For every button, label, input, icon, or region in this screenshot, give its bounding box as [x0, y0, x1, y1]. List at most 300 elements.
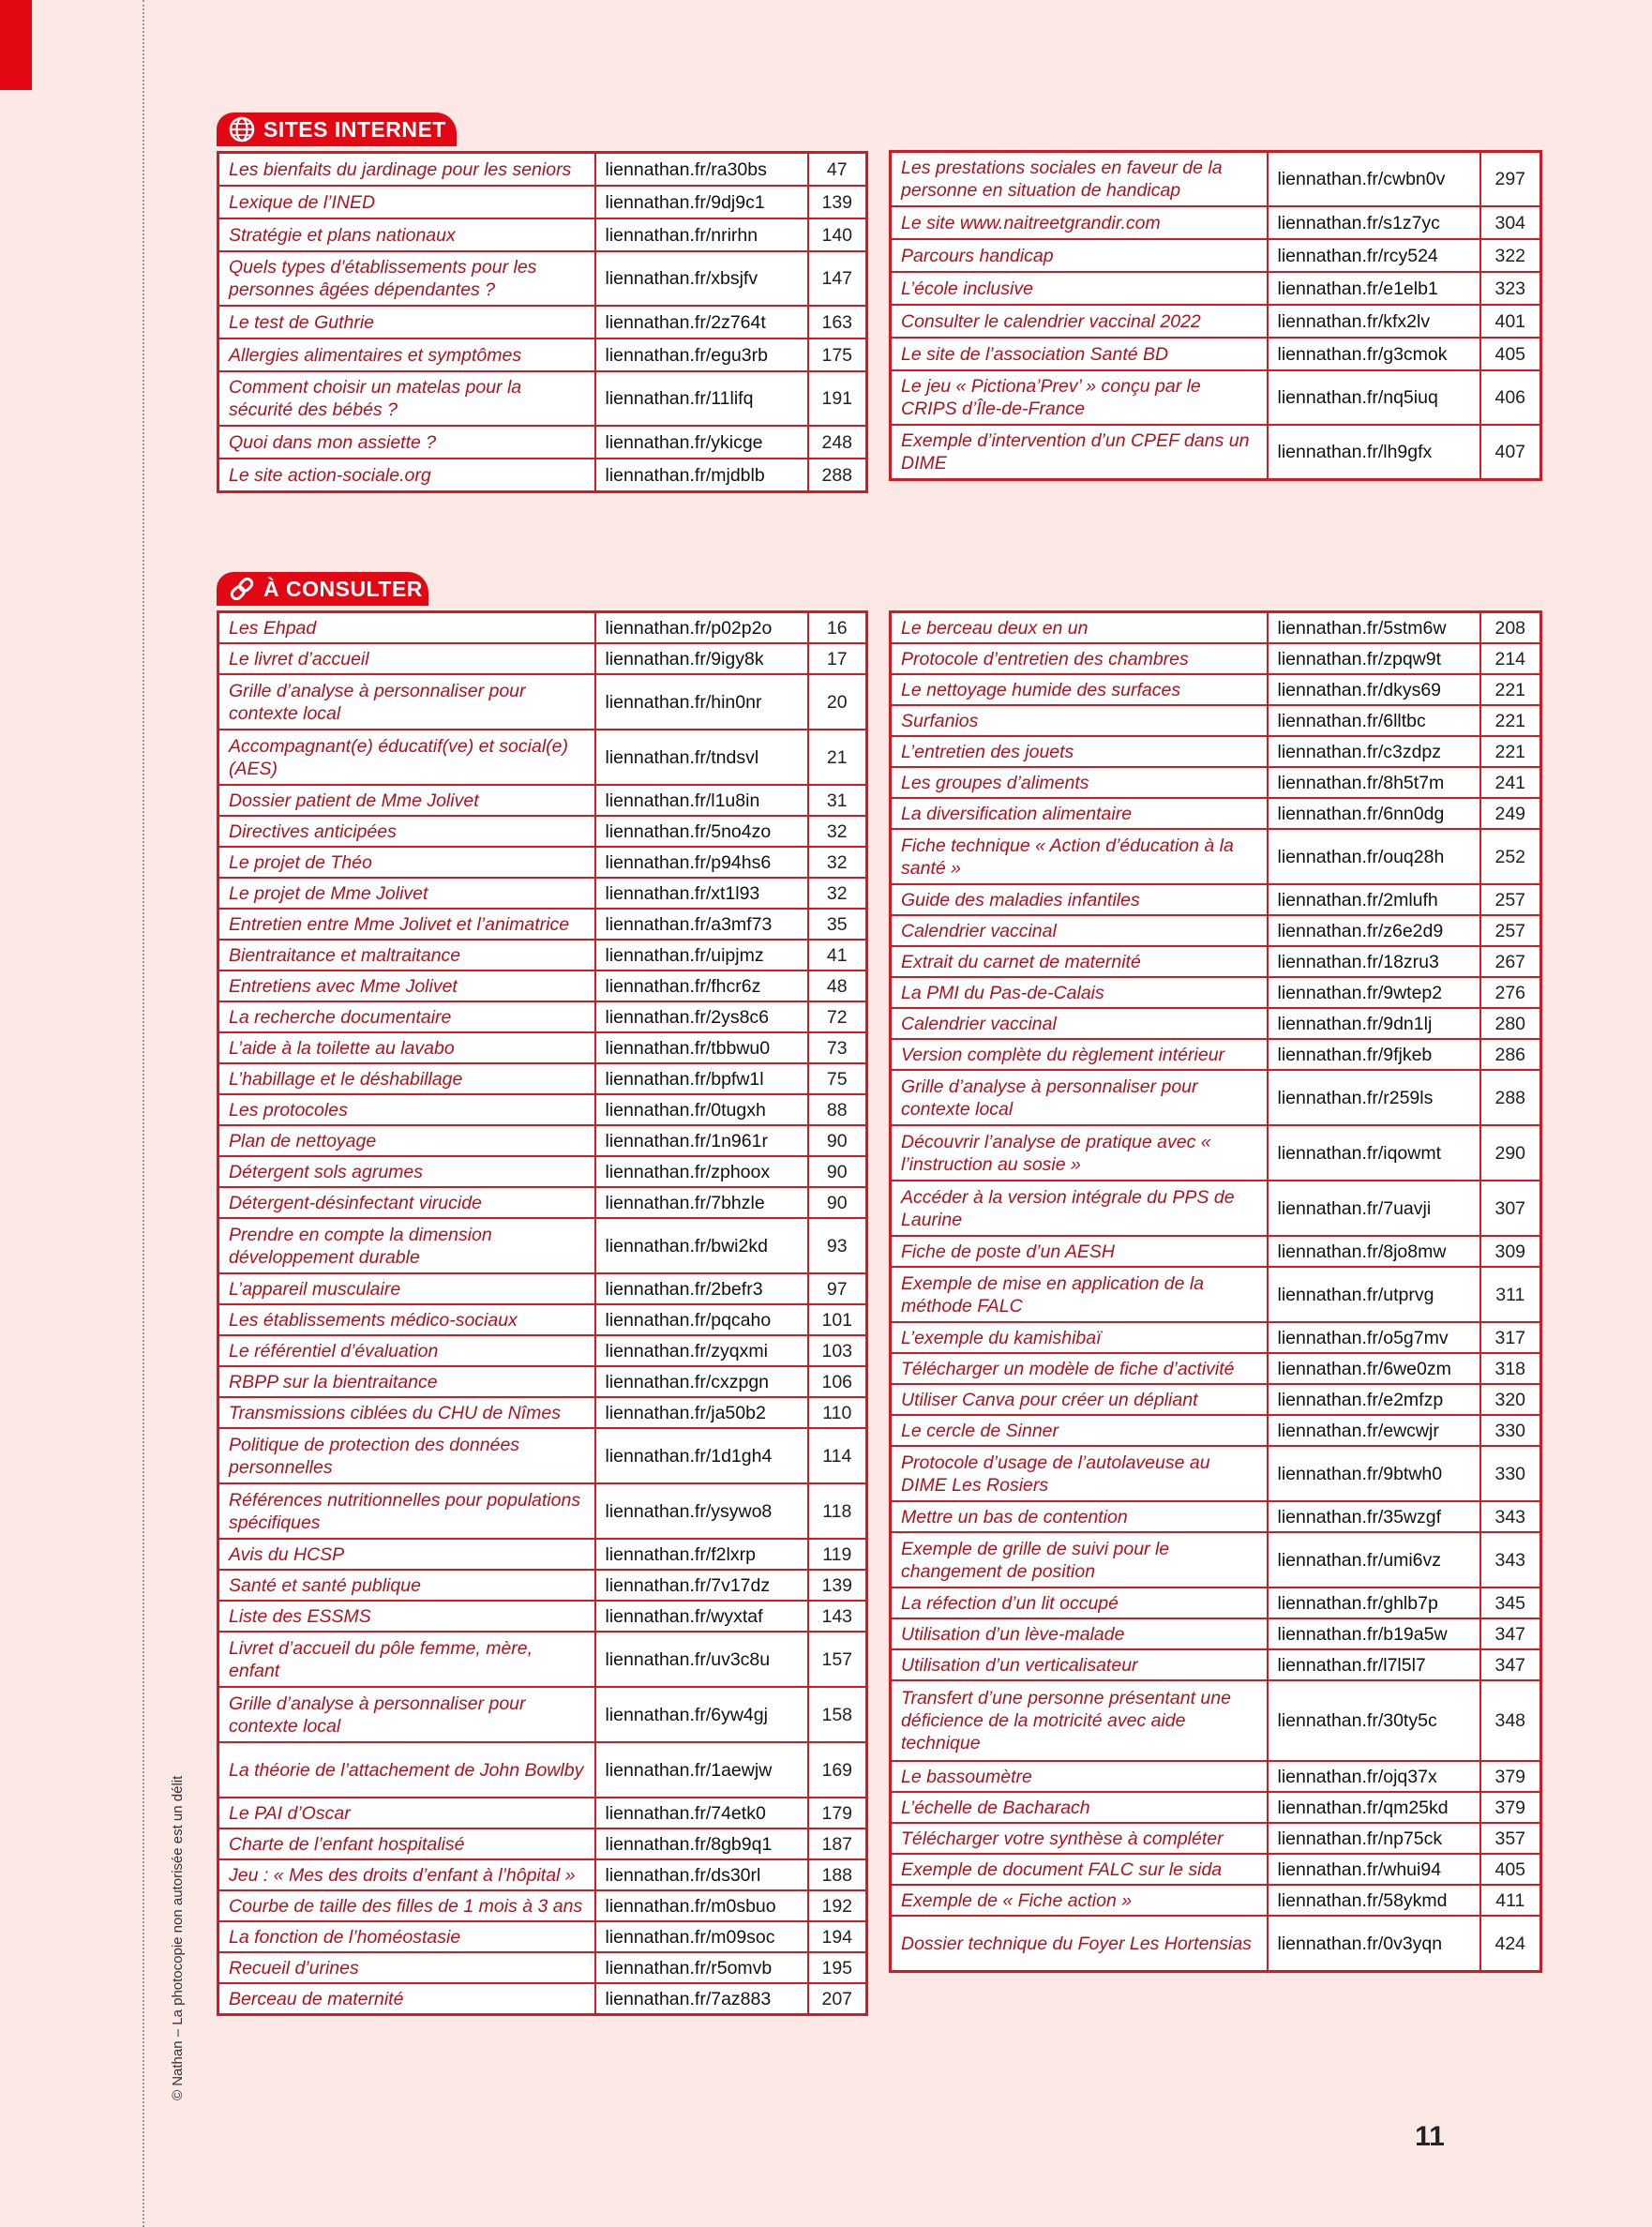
link-url[interactable]: liennathan.fr/pqcaho	[595, 1304, 808, 1335]
link-title: Grille d’analyse à personnaliser pour contexte local	[218, 674, 595, 730]
section-title: SITES INTERNET	[263, 116, 446, 142]
table-row	[218, 847, 867, 878]
link-title: Courbe de taille des filles de 1 mois à 3 ans	[218, 1890, 595, 1921]
table-row	[891, 736, 1541, 767]
link-title: Les prestations sociales en faveur de la personne en situation de handicap	[891, 152, 1268, 207]
page-ref: 179	[808, 1798, 867, 1828]
page-ref: 192	[808, 1890, 867, 1921]
link-url[interactable]: liennathan.fr/m09soc	[595, 1921, 808, 1952]
table-row	[218, 1218, 867, 1273]
page-ref: 93	[808, 1218, 867, 1273]
table-row	[891, 977, 1541, 1008]
link-title: Exemple de mise en application de la méthode FALC	[891, 1267, 1268, 1322]
table-row	[891, 1761, 1541, 1792]
table-row	[218, 878, 867, 909]
link-title: Le livret d’accueil	[218, 643, 595, 674]
link-url[interactable]: liennathan.fr/nq5iuq	[1268, 370, 1480, 425]
page-ref: 114	[808, 1428, 867, 1483]
link-url[interactable]: liennathan.fr/b19a5w	[1268, 1618, 1480, 1649]
page-ref: 47	[808, 153, 867, 187]
link-url[interactable]: liennathan.fr/zpqw9t	[1268, 643, 1480, 674]
link-title: Le test de Guthrie	[218, 306, 595, 339]
link-url[interactable]: liennathan.fr/iqowmt	[1268, 1125, 1480, 1181]
link-url[interactable]: liennathan.fr/30ty5c	[1268, 1680, 1480, 1761]
link-url[interactable]: liennathan.fr/p02p2o	[595, 612, 808, 644]
page-ref: 286	[1480, 1039, 1541, 1070]
page-ref: 32	[808, 847, 867, 878]
link-url[interactable]: liennathan.fr/xt1l93	[595, 878, 808, 909]
link-url[interactable]: liennathan.fr/a3mf73	[595, 909, 808, 940]
link-title: L’aide à la toilette au lavabo	[218, 1032, 595, 1063]
link-url[interactable]: liennathan.fr/9btwh0	[1268, 1446, 1480, 1501]
link-title: Charte de l’enfant hospitalisé	[218, 1828, 595, 1859]
margin-dotted-line	[143, 0, 144, 2227]
link-title: La théorie de l’attachement de John Bowlby	[218, 1742, 595, 1798]
link-title: La réfection d’un lit occupé	[891, 1587, 1268, 1618]
table-row	[218, 1187, 867, 1218]
page-ref: 357	[1480, 1823, 1541, 1854]
link-url[interactable]: liennathan.fr/g3cmok	[1268, 338, 1480, 370]
link-url[interactable]: liennathan.fr/8h5t7m	[1268, 767, 1480, 798]
link-url[interactable]: liennathan.fr/11lifq	[595, 371, 808, 426]
table-row	[218, 1983, 867, 2015]
page-ref: 118	[808, 1483, 867, 1539]
table-row	[218, 339, 867, 371]
page-ref: 41	[808, 940, 867, 971]
page-ref: 73	[808, 1032, 867, 1063]
link-title: Références nutritionnelles pour populations spécifiques	[218, 1483, 595, 1539]
link-url[interactable]: liennathan.fr/8jo8mw	[1268, 1236, 1480, 1267]
page-ref: 330	[1480, 1446, 1541, 1501]
page-ref: 311	[1480, 1267, 1541, 1322]
table-row	[218, 251, 867, 306]
table-row	[218, 1828, 867, 1859]
link-title: Télécharger un modèle de fiche d’activité	[891, 1353, 1268, 1384]
link-title: Dossier patient de Mme Jolivet	[218, 785, 595, 816]
table-row	[218, 1156, 867, 1187]
link-title: Prendre en compte la dimension développement durable	[218, 1218, 595, 1273]
link-url[interactable]: liennathan.fr/lh9gfx	[1268, 425, 1480, 480]
link-url[interactable]: liennathan.fr/1aewjw	[595, 1742, 808, 1798]
link-title: Les protocoles	[218, 1094, 595, 1125]
link-url[interactable]: liennathan.fr/9wtep2	[1268, 977, 1480, 1008]
link-title: Calendrier vaccinal	[891, 1008, 1268, 1039]
table-row	[218, 1742, 867, 1798]
page-ref: 207	[808, 1983, 867, 2015]
link-title: Comment choisir un matelas pour la sécurité des bébés ?	[218, 371, 595, 426]
page-ref: 147	[808, 251, 867, 306]
link-url[interactable]: liennathan.fr/utprvg	[1268, 1267, 1480, 1322]
link-title: Détergent sols agrumes	[218, 1156, 595, 1187]
page-ref: 304	[1480, 206, 1541, 239]
page-ref: 290	[1480, 1125, 1541, 1181]
page-ref: 139	[808, 186, 867, 218]
link-url[interactable]: liennathan.fr/l1u8in	[595, 785, 808, 816]
link-url[interactable]: liennathan.fr/np75ck	[1268, 1823, 1480, 1854]
link-url[interactable]: liennathan.fr/bpfw1l	[595, 1063, 808, 1094]
table-row	[218, 1335, 867, 1366]
link-title: Le site de l’association Santé BD	[891, 338, 1268, 370]
link-title: Le nettoyage humide des surfaces	[891, 674, 1268, 705]
link-title: Protocole d’entretien des chambres	[891, 643, 1268, 674]
page-ref: 175	[808, 339, 867, 371]
link-url[interactable]: liennathan.fr/ja50b2	[595, 1397, 808, 1428]
section-title: À CONSULTER	[263, 576, 423, 601]
link-title: Stratégie et plans nationaux	[218, 218, 595, 251]
link-title: Accompagnant(e) éducatif(ve) et social(e) (AES)	[218, 730, 595, 785]
page-ref: 143	[808, 1601, 867, 1632]
link-title: Consulter le calendrier vaccinal 2022	[891, 305, 1268, 338]
table-row	[891, 946, 1541, 977]
link-url[interactable]: liennathan.fr/74etk0	[595, 1798, 808, 1828]
page-ref: 103	[808, 1335, 867, 1366]
link-url[interactable]: liennathan.fr/ds30rl	[595, 1859, 808, 1890]
link-url[interactable]: liennathan.fr/8gb9q1	[595, 1828, 808, 1859]
page-ref: 309	[1480, 1236, 1541, 1267]
page-ref: 348	[1480, 1680, 1541, 1761]
link-url[interactable]: liennathan.fr/xbsjfv	[595, 251, 808, 306]
link-title: Politique de protection des données personnelles	[218, 1428, 595, 1483]
link-url[interactable]: liennathan.fr/5no4zo	[595, 816, 808, 847]
link-url[interactable]: liennathan.fr/r5omvb	[595, 1952, 808, 1983]
link-url[interactable]: liennathan.fr/c3zdpz	[1268, 736, 1480, 767]
page-ref: 188	[808, 1859, 867, 1890]
link-title: Exemple de document FALC sur le sida	[891, 1854, 1268, 1885]
table-row	[891, 239, 1541, 272]
link-url[interactable]: liennathan.fr/cxzpgn	[595, 1366, 808, 1397]
link-url[interactable]: liennathan.fr/6nn0dg	[1268, 798, 1480, 829]
link-url[interactable]: liennathan.fr/qm25kd	[1268, 1792, 1480, 1823]
copyright-notice: © Nathan – La photocopie non autorisée est un délit	[170, 1775, 186, 2100]
link-url[interactable]: liennathan.fr/2befr3	[595, 1273, 808, 1304]
link-url[interactable]: liennathan.fr/nrirhn	[595, 218, 808, 251]
link-url[interactable]: liennathan.fr/9fjkeb	[1268, 1039, 1480, 1070]
consult-table-right	[889, 610, 1542, 1973]
table-row	[218, 1001, 867, 1032]
page-ref: 119	[808, 1539, 867, 1570]
link-url[interactable]: liennathan.fr/l7l5l7	[1268, 1649, 1480, 1680]
link-title: Bientraitance et maltraitance	[218, 940, 595, 971]
link-url[interactable]: liennathan.fr/e2mfzp	[1268, 1384, 1480, 1415]
table-row	[218, 371, 867, 426]
page-ref: 21	[808, 730, 867, 785]
page-ref: 48	[808, 971, 867, 1001]
globe-icon	[226, 113, 258, 145]
link-title: Fiche technique « Action d’éducation à la santé »	[891, 829, 1268, 884]
link-url[interactable]: liennathan.fr/kfx2lv	[1268, 305, 1480, 338]
link-url[interactable]: liennathan.fr/hin0nr	[595, 674, 808, 730]
page-ref: 187	[808, 1828, 867, 1859]
table-row	[218, 459, 867, 492]
table-row	[891, 1353, 1541, 1384]
page-ref: 424	[1480, 1916, 1541, 1972]
table-row	[218, 1570, 867, 1601]
link-url[interactable]: liennathan.fr/r259ls	[1268, 1070, 1480, 1125]
link-url[interactable]: liennathan.fr/zphoox	[595, 1156, 808, 1187]
link-url[interactable]: liennathan.fr/uipjmz	[595, 940, 808, 971]
link-title: Exemple de « Fiche action »	[891, 1885, 1268, 1916]
table-row	[218, 1428, 867, 1483]
link-url[interactable]: liennathan.fr/58ykmd	[1268, 1885, 1480, 1916]
page-ref: 106	[808, 1366, 867, 1397]
link-title: Le projet de Mme Jolivet	[218, 878, 595, 909]
table-row	[218, 186, 867, 218]
link-title: Détergent-désinfectant virucide	[218, 1187, 595, 1218]
page-ref: 345	[1480, 1587, 1541, 1618]
table-row	[891, 206, 1541, 239]
table-row	[218, 785, 867, 816]
link-url[interactable]: liennathan.fr/5stm6w	[1268, 612, 1480, 644]
table-row	[891, 152, 1541, 207]
link-icon	[226, 573, 258, 605]
table-row	[891, 829, 1541, 884]
page-ref: 257	[1480, 915, 1541, 946]
link-url[interactable]: liennathan.fr/ykicge	[595, 426, 808, 459]
page-number: 11	[1415, 2121, 1445, 2152]
link-url[interactable]: liennathan.fr/6yw4gj	[595, 1687, 808, 1742]
link-title: Le berceau deux en un	[891, 612, 1268, 644]
link-title: Fiche de poste d’un AESH	[891, 1236, 1268, 1267]
link-url[interactable]: liennathan.fr/o5g7mv	[1268, 1322, 1480, 1353]
link-url[interactable]: liennathan.fr/f2lxrp	[595, 1539, 808, 1570]
link-url[interactable]: liennathan.fr/fhcr6z	[595, 971, 808, 1001]
link-url[interactable]: liennathan.fr/0v3yqn	[1268, 1916, 1480, 1972]
page-ref: 35	[808, 909, 867, 940]
page-ref: 208	[1480, 612, 1541, 644]
table-row	[218, 816, 867, 847]
link-title: Quoi dans mon assiette ?	[218, 426, 595, 459]
link-title: Exemple de grille de suivi pour le changement de position	[891, 1532, 1268, 1587]
link-title: L’échelle de Bacharach	[891, 1792, 1268, 1823]
link-url[interactable]: liennathan.fr/2mlufh	[1268, 884, 1480, 915]
table-row	[218, 426, 867, 459]
link-title: Transmissions ciblées du CHU de Nîmes	[218, 1397, 595, 1428]
table-row	[891, 1649, 1541, 1680]
link-url[interactable]: liennathan.fr/1d1gh4	[595, 1428, 808, 1483]
page-ref: 163	[808, 306, 867, 339]
link-title: L’exemple du kamishibaï	[891, 1322, 1268, 1353]
page-ref: 276	[1480, 977, 1541, 1008]
page-ref: 401	[1480, 305, 1541, 338]
section-header-sites	[217, 113, 457, 146]
link-url[interactable]: liennathan.fr/1n961r	[595, 1125, 808, 1156]
page-ref: 343	[1480, 1501, 1541, 1532]
table-row	[218, 1921, 867, 1952]
link-url[interactable]: liennathan.fr/35wzgf	[1268, 1501, 1480, 1532]
table-row	[891, 1384, 1541, 1415]
link-title: L’appareil musculaire	[218, 1273, 595, 1304]
link-title: Le référentiel d’évaluation	[218, 1335, 595, 1366]
link-url[interactable]: liennathan.fr/ra30bs	[595, 153, 808, 187]
page-ref: 158	[808, 1687, 867, 1742]
link-title: Le site action-sociale.org	[218, 459, 595, 492]
link-title: Les bienfaits du jardinage pour les seniors	[218, 153, 595, 187]
table-row	[891, 425, 1541, 480]
link-url[interactable]: liennathan.fr/e1elb1	[1268, 272, 1480, 305]
page-ref: 280	[1480, 1008, 1541, 1039]
page-ref: 411	[1480, 1885, 1541, 1916]
page-ref: 320	[1480, 1384, 1541, 1415]
section-header-consult	[217, 572, 428, 606]
link-url[interactable]: liennathan.fr/rcy524	[1268, 239, 1480, 272]
link-url[interactable]: liennathan.fr/7v17dz	[595, 1570, 808, 1601]
page-ref: 288	[808, 459, 867, 492]
page-ref: 257	[1480, 884, 1541, 915]
link-url[interactable]: liennathan.fr/cwbn0v	[1268, 152, 1480, 207]
link-url[interactable]: liennathan.fr/18zru3	[1268, 946, 1480, 977]
link-url[interactable]: liennathan.fr/0tugxh	[595, 1094, 808, 1125]
link-title: Le site www.naitreetgrandir.com	[891, 206, 1268, 239]
table-row	[218, 1632, 867, 1687]
table-row	[218, 1273, 867, 1304]
page-ref: 195	[808, 1952, 867, 1983]
table-row	[891, 1532, 1541, 1587]
link-url[interactable]: liennathan.fr/z6e2d9	[1268, 915, 1480, 946]
link-title: Version complète du règlement intérieur	[891, 1039, 1268, 1070]
table-row	[891, 767, 1541, 798]
table-row	[891, 305, 1541, 338]
table-row	[218, 1890, 867, 1921]
table-row	[891, 1008, 1541, 1039]
table-row	[218, 1952, 867, 1983]
link-url[interactable]: liennathan.fr/7uavji	[1268, 1181, 1480, 1236]
table-row	[891, 1618, 1541, 1649]
link-url[interactable]: liennathan.fr/9dj9c1	[595, 186, 808, 218]
link-title: Jeu : « Mes des droits d’enfant à l’hôpital »	[218, 1859, 595, 1890]
link-url[interactable]: liennathan.fr/tbbwu0	[595, 1032, 808, 1063]
link-url[interactable]: liennathan.fr/egu3rb	[595, 339, 808, 371]
link-url[interactable]: liennathan.fr/s1z7yc	[1268, 206, 1480, 239]
link-url[interactable]: liennathan.fr/m0sbuo	[595, 1890, 808, 1921]
table-row	[218, 612, 867, 644]
page-ref: 32	[808, 878, 867, 909]
table-row	[218, 674, 867, 730]
table-row	[891, 1501, 1541, 1532]
link-url[interactable]: liennathan.fr/9igy8k	[595, 643, 808, 674]
link-title: Le projet de Théo	[218, 847, 595, 878]
link-title: Le PAI d’Oscar	[218, 1798, 595, 1828]
link-url[interactable]: liennathan.fr/ghlb7p	[1268, 1587, 1480, 1618]
link-title: Accéder à la version intégrale du PPS de Laurine	[891, 1181, 1268, 1236]
link-title: Utiliser Canva pour créer un dépliant	[891, 1384, 1268, 1415]
page-ref: 323	[1480, 272, 1541, 305]
link-url[interactable]: liennathan.fr/uv3c8u	[595, 1632, 808, 1687]
consult-table-left	[217, 610, 868, 2016]
link-url[interactable]: liennathan.fr/6we0zm	[1268, 1353, 1480, 1384]
link-title: Recueil d’urines	[218, 1952, 595, 1983]
link-title: Grille d’analyse à personnaliser pour contexte local	[218, 1687, 595, 1742]
link-title: Parcours handicap	[891, 239, 1268, 272]
page-ref: 379	[1480, 1792, 1541, 1823]
link-url[interactable]: liennathan.fr/ewcwjr	[1268, 1415, 1480, 1446]
link-title: Le jeu « Pictiona’Prev’ » conçu par le CRIPS d’Île-de-France	[891, 370, 1268, 425]
link-url[interactable]: liennathan.fr/ysywo8	[595, 1483, 808, 1539]
link-url[interactable]: liennathan.fr/tndsvl	[595, 730, 808, 785]
link-title: Calendrier vaccinal	[891, 915, 1268, 946]
link-url[interactable]: liennathan.fr/ouq28h	[1268, 829, 1480, 884]
table-row	[891, 370, 1541, 425]
link-url[interactable]: liennathan.fr/2ys8c6	[595, 1001, 808, 1032]
link-title: Transfert d’une personne présentant une déficience de la motricité avec aide technique	[891, 1680, 1268, 1761]
link-url[interactable]: liennathan.fr/zyqxmi	[595, 1335, 808, 1366]
link-url[interactable]: liennathan.fr/p94hs6	[595, 847, 808, 878]
table-row	[218, 1304, 867, 1335]
link-title: Utilisation d’un verticalisateur	[891, 1649, 1268, 1680]
table-row	[891, 338, 1541, 370]
page-ref: 221	[1480, 705, 1541, 736]
page-ref: 297	[1480, 152, 1541, 207]
link-title: Utilisation d’un lève-malade	[891, 1618, 1268, 1649]
table-row	[891, 1322, 1541, 1353]
table-row	[891, 1446, 1541, 1501]
link-url[interactable]: liennathan.fr/bwi2kd	[595, 1218, 808, 1273]
link-url[interactable]: liennathan.fr/whui94	[1268, 1854, 1480, 1885]
page-ref: 347	[1480, 1649, 1541, 1680]
table-row	[218, 643, 867, 674]
page-ref: 169	[808, 1742, 867, 1798]
table-row	[218, 306, 867, 339]
link-title: La fonction de l’homéostasie	[218, 1921, 595, 1952]
link-url[interactable]: liennathan.fr/7az883	[595, 1983, 808, 2015]
table-row	[218, 909, 867, 940]
link-url[interactable]: liennathan.fr/wyxtaf	[595, 1601, 808, 1632]
link-url[interactable]: liennathan.fr/umi6vz	[1268, 1532, 1480, 1587]
page-ref: 31	[808, 785, 867, 816]
page-ref: 248	[808, 426, 867, 459]
table-row	[218, 971, 867, 1001]
link-title: Protocole d’usage de l’autolaveuse au DIME Les Rosiers	[891, 1446, 1268, 1501]
link-title: La PMI du Pas-de-Calais	[891, 977, 1268, 1008]
link-url[interactable]: liennathan.fr/2z764t	[595, 306, 808, 339]
table-row	[218, 1859, 867, 1890]
link-url[interactable]: liennathan.fr/ojq37x	[1268, 1761, 1480, 1792]
link-url[interactable]: liennathan.fr/mjdblb	[595, 459, 808, 492]
page-ref: 214	[1480, 643, 1541, 674]
link-url[interactable]: liennathan.fr/9dn1lj	[1268, 1008, 1480, 1039]
table-row	[218, 1094, 867, 1125]
link-title: Les groupes d’aliments	[891, 767, 1268, 798]
link-title: Exemple d’intervention d’un CPEF dans un DIME	[891, 425, 1268, 480]
page-ref: 249	[1480, 798, 1541, 829]
link-url[interactable]: liennathan.fr/dkys69	[1268, 674, 1480, 705]
link-title: Directives anticipées	[218, 816, 595, 847]
link-url[interactable]: liennathan.fr/6lltbc	[1268, 705, 1480, 736]
link-title: Extrait du carnet de maternité	[891, 946, 1268, 977]
page-ref: 110	[808, 1397, 867, 1428]
table-row	[891, 1415, 1541, 1446]
link-title: Le bassoumètre	[891, 1761, 1268, 1792]
table-row	[218, 218, 867, 251]
table-row	[891, 643, 1541, 674]
page-ref: 157	[808, 1632, 867, 1687]
link-title: Surfanios	[891, 705, 1268, 736]
link-url[interactable]: liennathan.fr/7bhzle	[595, 1187, 808, 1218]
link-title: Grille d’analyse à personnaliser pour contexte local	[891, 1070, 1268, 1125]
link-title: L’école inclusive	[891, 272, 1268, 305]
link-title: RBPP sur la bientraitance	[218, 1366, 595, 1397]
page-ref: 140	[808, 218, 867, 251]
page-ref: 317	[1480, 1322, 1541, 1353]
link-title: La recherche documentaire	[218, 1001, 595, 1032]
page-ref: 405	[1480, 338, 1541, 370]
link-title: Plan de nettoyage	[218, 1125, 595, 1156]
link-title: Les établissements médico-sociaux	[218, 1304, 595, 1335]
page-ref: 191	[808, 371, 867, 426]
page-ref: 221	[1480, 736, 1541, 767]
link-title: Le cercle de Sinner	[891, 1415, 1268, 1446]
link-title: La diversification alimentaire	[891, 798, 1268, 829]
table-row	[218, 1687, 867, 1742]
